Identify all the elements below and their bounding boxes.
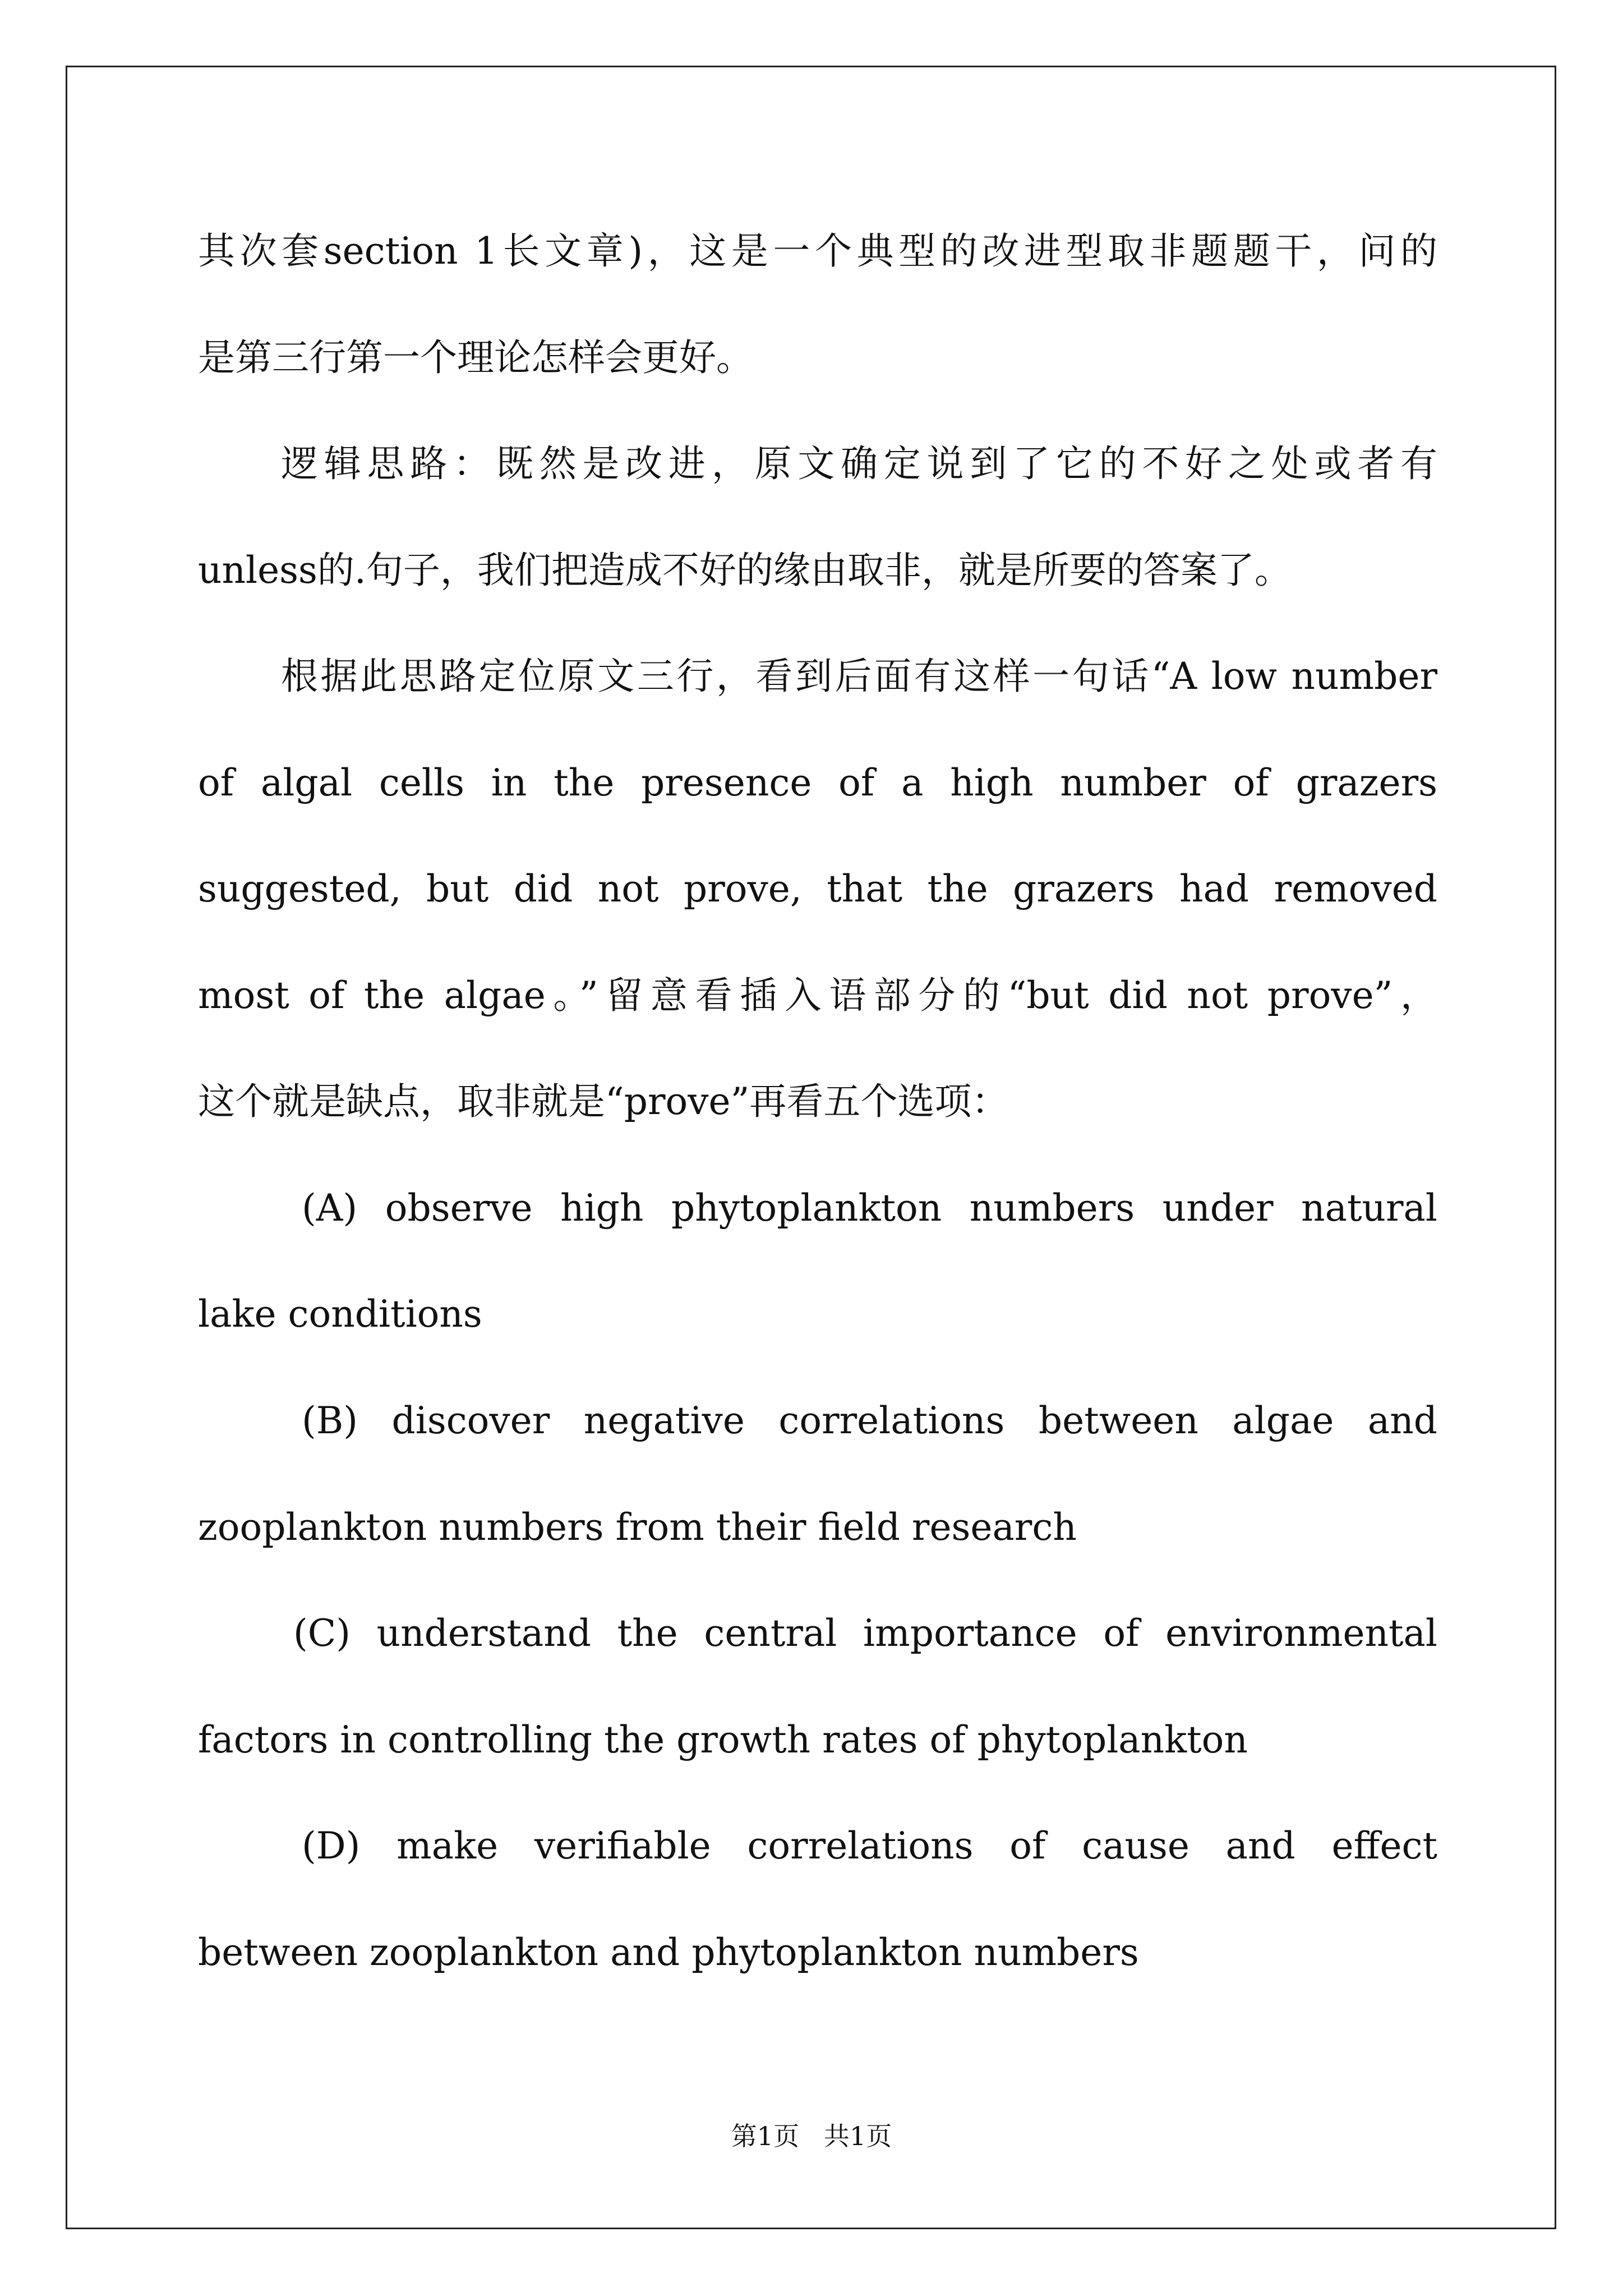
paragraph-line: of algal cells in the presence of a high number of grazers (198, 761, 1437, 804)
paragraph-line: most of the algae。”留意看插入语部分的“but did not prove”， (198, 974, 1437, 1017)
option-b-line: zooplankton numbers from their field research (198, 1506, 1077, 1549)
option-d-line: between zooplankton and phytoplankton numbers (198, 1931, 1139, 1974)
option-d-line: (D) make verifiable correlations of cause and effect (302, 1824, 1437, 1867)
paragraph-line: 其次套section 1长文章)，这是一个典型的改进型取非题题干，问的 (198, 229, 1437, 273)
option-b-line: (B) discover negative correlations between algae and (302, 1399, 1437, 1442)
paragraph-line: 是第三行第一个理论怎样会更好。 (198, 336, 753, 379)
page-number-footer: 第1页 共1页 (731, 2121, 892, 2151)
paragraph-line: 根据此思路定位原文三行，看到后面有这样一句话“A low number (281, 655, 1437, 698)
option-c-line: factors in controlling the growth rates of phytoplankton (198, 1718, 1248, 1761)
page-border (66, 66, 1556, 2229)
option-a-line: lake conditions (198, 1292, 482, 1336)
paragraph-line: suggested, but did not prove, that the grazers had removed (198, 867, 1437, 910)
option-a-line: (A) observe high phytoplankton numbers under natural (302, 1186, 1437, 1230)
paragraph-line: 这个就是缺点，取非就是“prove”再看五个选项： (198, 1080, 1009, 1123)
option-c-line: (C) understand the central importance of environmental (293, 1612, 1437, 1655)
paragraph-line: 逻辑思路：既然是改进，原文确定说到了它的不好之处或者有 (281, 442, 1437, 485)
paragraph-line: unless的.句子，我们把造成不好的缘由取非，就是所要的答案了。 (198, 549, 1292, 592)
